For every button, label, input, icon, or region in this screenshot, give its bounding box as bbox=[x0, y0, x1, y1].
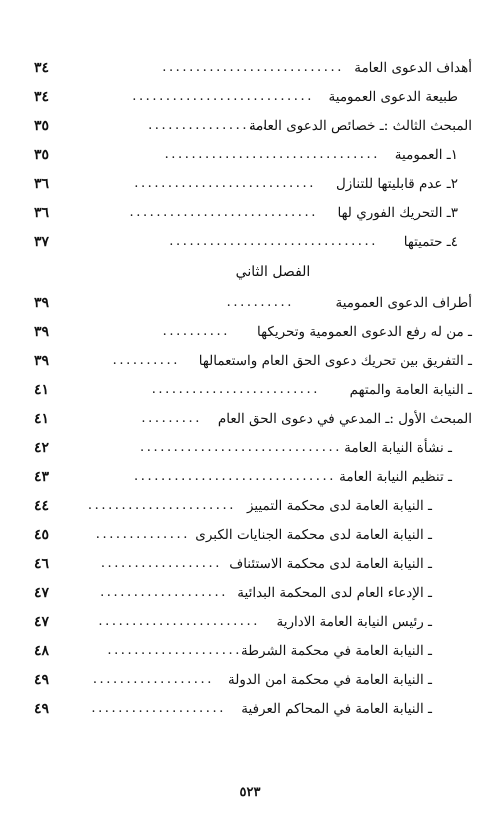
toc-page-number: ٤٩ bbox=[34, 701, 50, 717]
toc-leader-dots: ................... bbox=[148, 118, 276, 133]
toc-entry bbox=[34, 376, 472, 405]
toc-entry-title: ٤ـ حتميتها bbox=[403, 234, 458, 250]
toc-entry-title: ـ النيابة العامة في محكمة امن الدولة bbox=[227, 672, 432, 688]
toc-leader-dots: .......... bbox=[226, 295, 294, 310]
toc-page-number: ٣٧ bbox=[34, 234, 50, 250]
toc-entry-title: ـ النيابة العامة في محكمة الشرطة bbox=[241, 643, 432, 659]
toc-entry bbox=[34, 434, 472, 463]
toc-entry-title: ـ من له رفع الدعوى العمومية وتحريكها bbox=[257, 324, 472, 340]
toc-page-number: ٣٥ bbox=[34, 147, 50, 163]
toc-page-number: ٣٩ bbox=[34, 353, 50, 369]
toc-entry-title: المبحث الثالث :ـ خصائص الدعوى العامة bbox=[248, 118, 472, 134]
toc-entry bbox=[34, 492, 472, 521]
toc-page-number: ٤٦ bbox=[34, 556, 50, 572]
toc-page-number: ٣٦ bbox=[34, 205, 50, 221]
toc-entry-title: ـ النيابة العامة لدى محكمة الجنايات الكبرى bbox=[195, 527, 432, 543]
toc-entry-title: طبيعة الدعوى العمومية bbox=[328, 89, 458, 105]
toc-leader-dots: .................. bbox=[100, 556, 222, 571]
toc-entry-title: المبحث الأول :ـ المدعي في دعوى الحق العام bbox=[217, 411, 472, 427]
chapter-heading: الفصل الثاني bbox=[235, 264, 311, 280]
toc-leader-dots: .................. bbox=[92, 672, 214, 687]
toc-entry-title: ١ـ العمومية bbox=[394, 147, 458, 163]
toc-entry-title: ـ النيابة العامة والمتهم bbox=[349, 382, 472, 398]
toc-leader-dots: ............................ bbox=[129, 205, 318, 220]
toc-page-number: ٤٣ bbox=[34, 469, 50, 485]
toc-leader-dots: ........................ bbox=[98, 614, 260, 629]
toc-entry-title: ـ تنظيم النيابة العامة bbox=[339, 469, 452, 485]
toc-leader-dots: .............................. bbox=[134, 469, 336, 484]
toc-entry-title: ـ نشأة النيابة العامة bbox=[344, 440, 452, 456]
toc-page-number: ٤٧ bbox=[34, 585, 50, 601]
table-of-contents bbox=[34, 54, 472, 724]
toc-entry-title: ـ النيابة العامة في المحاكم العرفية bbox=[241, 701, 432, 717]
toc-leader-dots: ......... bbox=[141, 411, 202, 426]
toc-entry bbox=[34, 608, 472, 637]
toc-page-number: ٣٥ bbox=[34, 118, 50, 134]
toc-entry bbox=[34, 318, 472, 347]
toc-page-number: ٤١ bbox=[34, 411, 50, 427]
toc-page-number: ٤١ bbox=[34, 382, 50, 398]
toc-entry bbox=[34, 112, 472, 141]
toc-page-number: ٤٨ bbox=[34, 643, 50, 659]
toc-entry-title: ٣ـ التحريك الفوري لها bbox=[337, 205, 458, 221]
toc-page-number: ٤٧ bbox=[34, 614, 50, 630]
toc-leader-dots: .............. bbox=[95, 527, 190, 542]
toc-entry bbox=[34, 141, 472, 170]
toc-leader-dots: .................... bbox=[91, 701, 226, 716]
toc-entry bbox=[34, 170, 472, 199]
toc-entry bbox=[34, 521, 472, 550]
toc-entry-title: أهداف الدعوى العامة bbox=[354, 60, 472, 76]
toc-leader-dots: ........................... bbox=[134, 176, 316, 191]
toc-leader-dots: ................................ bbox=[164, 147, 380, 162]
toc-page-number: ٣٩ bbox=[34, 295, 50, 311]
toc-leader-dots: ......................... bbox=[151, 382, 320, 397]
toc-entry bbox=[34, 54, 472, 83]
toc-entry-title: ـ النيابة العامة لدى محكمة الاستئناف bbox=[229, 556, 432, 572]
page-number-footer: ٥٢٣ bbox=[239, 785, 261, 800]
toc-entry bbox=[34, 579, 472, 608]
toc-entry-title: ـ الإدعاء العام لدى المحكمة البدائية bbox=[237, 585, 432, 601]
toc-leader-dots: .................... bbox=[107, 643, 242, 658]
toc-leader-dots: ...................... bbox=[87, 498, 236, 513]
toc-leader-dots: ........................... bbox=[132, 89, 314, 104]
toc-leader-dots: .............................. bbox=[140, 440, 342, 455]
toc-page-number: ٣٤ bbox=[34, 60, 50, 76]
toc-entry bbox=[34, 637, 472, 666]
toc-entry bbox=[34, 463, 472, 492]
toc-leader-dots: ........................... bbox=[162, 60, 344, 75]
toc-entry-title: أطراف الدعوى العمومية bbox=[335, 295, 472, 311]
toc-entry bbox=[34, 695, 472, 724]
toc-entry-title: ـ النيابة العامة لدى محكمة التمييز bbox=[246, 498, 432, 514]
toc-entry bbox=[34, 405, 472, 434]
toc-page-number: ٣٤ bbox=[34, 89, 50, 105]
toc-page-number: ٤٢ bbox=[34, 440, 50, 456]
toc-entry-title: ـ رئيس النيابة العامة الادارية bbox=[276, 614, 432, 630]
toc-entry bbox=[34, 347, 472, 376]
toc-entry bbox=[34, 550, 472, 579]
toc-page-number: ٤٩ bbox=[34, 672, 50, 688]
toc-page-number: ٤٤ bbox=[34, 498, 50, 514]
toc-entry bbox=[34, 666, 472, 695]
toc-entry bbox=[34, 83, 472, 112]
toc-entry bbox=[34, 228, 472, 257]
toc-entry bbox=[34, 289, 472, 318]
toc-entry-title: ٢ـ عدم قابليتها للتنازل bbox=[335, 176, 458, 192]
toc-page-number: ٣٦ bbox=[34, 176, 50, 192]
toc-entry bbox=[34, 199, 472, 228]
toc-leader-dots: ............................... bbox=[169, 234, 378, 249]
toc-page-number: ٣٩ bbox=[34, 324, 50, 340]
toc-leader-dots: .......... bbox=[112, 353, 180, 368]
toc-leader-dots: .......... bbox=[162, 324, 230, 339]
toc-leader-dots: ................... bbox=[100, 585, 228, 600]
toc-page-number: ٤٥ bbox=[34, 527, 50, 543]
toc-entry-title: ـ التفريق بين تحريك دعوى الحق العام واستعمالها bbox=[198, 353, 472, 369]
